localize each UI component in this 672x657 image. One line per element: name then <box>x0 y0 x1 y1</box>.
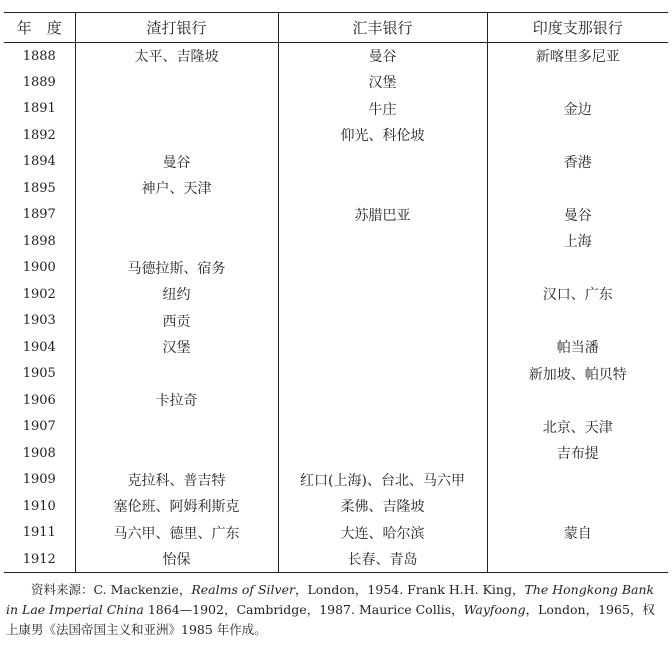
cell-standard-chartered <box>75 228 278 255</box>
cell-year: 1903 <box>22 313 56 329</box>
cell-standard-chartered: 神户、天津 <box>75 175 278 202</box>
cell-hsbc: 长春、青岛 <box>278 546 487 573</box>
table-row <box>4 334 668 361</box>
cell-hsbc <box>278 149 487 176</box>
cell-standard-chartered: 怡保 <box>75 546 278 573</box>
cell-indochina-bank <box>487 255 668 282</box>
cell-standard-chartered <box>75 122 278 149</box>
cell-year: 1904 <box>22 339 56 355</box>
cell-hsbc <box>278 281 487 308</box>
cell-indochina-bank <box>487 467 668 494</box>
cell-year: 1908 <box>22 445 56 461</box>
cell-hsbc <box>278 387 487 414</box>
cell-year: 1897 <box>22 207 56 223</box>
cell-standard-chartered <box>75 202 278 229</box>
table-row <box>4 467 668 494</box>
table-row <box>4 149 668 176</box>
cell-year: 1891 <box>22 101 56 117</box>
note-title-hongkong-bank: The Hongkong Bank in Lae Imperial China <box>6 582 655 617</box>
note-part-4: ，London，1965，权上康男《法国帝国主义和亚洲》1985 年作成。 <box>6 602 655 637</box>
table-header <box>4 13 668 43</box>
table-row <box>4 546 668 573</box>
cell-year: 1911 <box>22 525 56 541</box>
table-row <box>4 175 668 202</box>
cell-standard-chartered: 曼谷 <box>75 149 278 176</box>
table-row <box>4 43 668 70</box>
cell-standard-chartered: 塞伦班、阿姆利斯克 <box>75 493 278 520</box>
cell-indochina-bank <box>487 308 668 335</box>
table-row <box>4 96 668 123</box>
cell-standard-chartered: 克拉科、普吉特 <box>75 467 278 494</box>
cell-indochina-bank <box>487 546 668 573</box>
cell-indochina-bank: 蒙自 <box>487 520 668 547</box>
source-note <box>6 580 664 640</box>
cell-standard-chartered: 纽约 <box>75 281 278 308</box>
cell-year: 1909 <box>22 472 56 488</box>
cell-year: 1912 <box>4 546 75 573</box>
header-standard-chartered: 渣打银行 <box>75 13 278 43</box>
table-row <box>4 228 668 255</box>
note-title-wayfoong: Wayfoong <box>463 602 526 617</box>
table-row <box>4 69 668 96</box>
cell-hsbc <box>278 334 487 361</box>
table-row <box>4 308 668 335</box>
branch-table <box>4 12 668 573</box>
cell-year: 1894 <box>22 154 56 170</box>
cell-indochina-bank <box>487 493 668 520</box>
cell-indochina-bank: 帕当潘 <box>487 334 668 361</box>
cell-hsbc <box>278 228 487 255</box>
header-year: 年 度 <box>4 13 75 43</box>
cell-hsbc <box>278 308 487 335</box>
table-row <box>4 493 668 520</box>
table-row <box>4 122 668 149</box>
cell-hsbc: 汉堡 <box>278 69 487 96</box>
cell-hsbc: 仰光、科伦坡 <box>278 122 487 149</box>
cell-year: 1910 <box>22 498 56 514</box>
cell-indochina-bank: 新加坡、帕贝特 <box>487 361 668 388</box>
cell-year: 1895 <box>22 180 56 196</box>
cell-year: 1898 <box>22 233 56 249</box>
table-row <box>4 255 668 282</box>
header-row <box>4 13 668 43</box>
cell-indochina-bank: 香港 <box>487 149 668 176</box>
table-row <box>4 440 668 467</box>
table-row <box>4 387 668 414</box>
cell-indochina-bank: 上海 <box>487 228 668 255</box>
cell-hsbc: 大连、哈尔滨 <box>278 520 487 547</box>
table-body <box>4 43 668 573</box>
cell-year: 1888 <box>22 48 56 64</box>
cell-indochina-bank <box>487 175 668 202</box>
cell-standard-chartered: 太平、吉隆坡 <box>75 43 278 70</box>
table-row <box>4 361 668 388</box>
table-row <box>4 520 668 547</box>
cell-standard-chartered <box>75 69 278 96</box>
cell-hsbc: 苏腊巴亚 <box>278 202 487 229</box>
cell-year: 1900 <box>22 260 56 276</box>
cell-indochina-bank <box>487 69 668 96</box>
cell-hsbc <box>278 361 487 388</box>
cell-indochina-bank: 汉口、广东 <box>487 281 668 308</box>
cell-hsbc <box>278 255 487 282</box>
cell-standard-chartered <box>75 414 278 441</box>
cell-year: 1902 <box>22 286 56 302</box>
cell-hsbc <box>278 175 487 202</box>
cell-indochina-bank <box>487 387 668 414</box>
cell-indochina-bank <box>487 122 668 149</box>
cell-standard-chartered <box>75 361 278 388</box>
cell-year: 1889 <box>22 74 56 90</box>
cell-standard-chartered: 汉堡 <box>75 334 278 361</box>
header-indochina-bank: 印度支那银行 <box>487 13 668 43</box>
header-hsbc: 汇丰银行 <box>278 13 487 43</box>
note-prefix: 资料来源：C. Mackenzie， <box>31 582 192 597</box>
cell-standard-chartered: 卡拉奇 <box>75 387 278 414</box>
cell-indochina-bank: 吉布提 <box>487 440 668 467</box>
cell-year: 1892 <box>22 127 56 143</box>
cell-indochina-bank: 北京、天津 <box>487 414 668 441</box>
cell-hsbc: 牛庄 <box>278 96 487 123</box>
table-row <box>4 202 668 229</box>
cell-indochina-bank: 曼谷 <box>487 202 668 229</box>
note-part-3: 1864—1902，Cambridge，1987. Maurice Collis， <box>143 602 464 617</box>
table-row <box>4 414 668 441</box>
cell-hsbc: 曼谷 <box>278 43 487 70</box>
cell-year: 1907 <box>22 419 56 435</box>
cell-indochina-bank: 金边 <box>487 96 668 123</box>
table-row <box>4 281 668 308</box>
cell-year: 1905 <box>22 366 56 382</box>
cell-standard-chartered: 西贡 <box>75 308 278 335</box>
note-part-2: ，London，1954. Frank H.H. King， <box>294 582 525 597</box>
cell-hsbc <box>278 440 487 467</box>
cell-year: 1906 <box>22 392 56 408</box>
cell-indochina-bank: 新喀里多尼亚 <box>487 43 668 70</box>
cell-standard-chartered <box>75 440 278 467</box>
cell-standard-chartered: 马六甲、德里、广东 <box>75 520 278 547</box>
cell-hsbc <box>278 414 487 441</box>
cell-hsbc: 红口(上海)、台北、马六甲 <box>278 467 487 494</box>
cell-standard-chartered: 马德拉斯、宿务 <box>75 255 278 282</box>
cell-standard-chartered <box>75 96 278 123</box>
note-title-realms-of-silver: Realms of Silver <box>191 582 295 597</box>
cell-hsbc: 柔佛、吉隆坡 <box>278 493 487 520</box>
